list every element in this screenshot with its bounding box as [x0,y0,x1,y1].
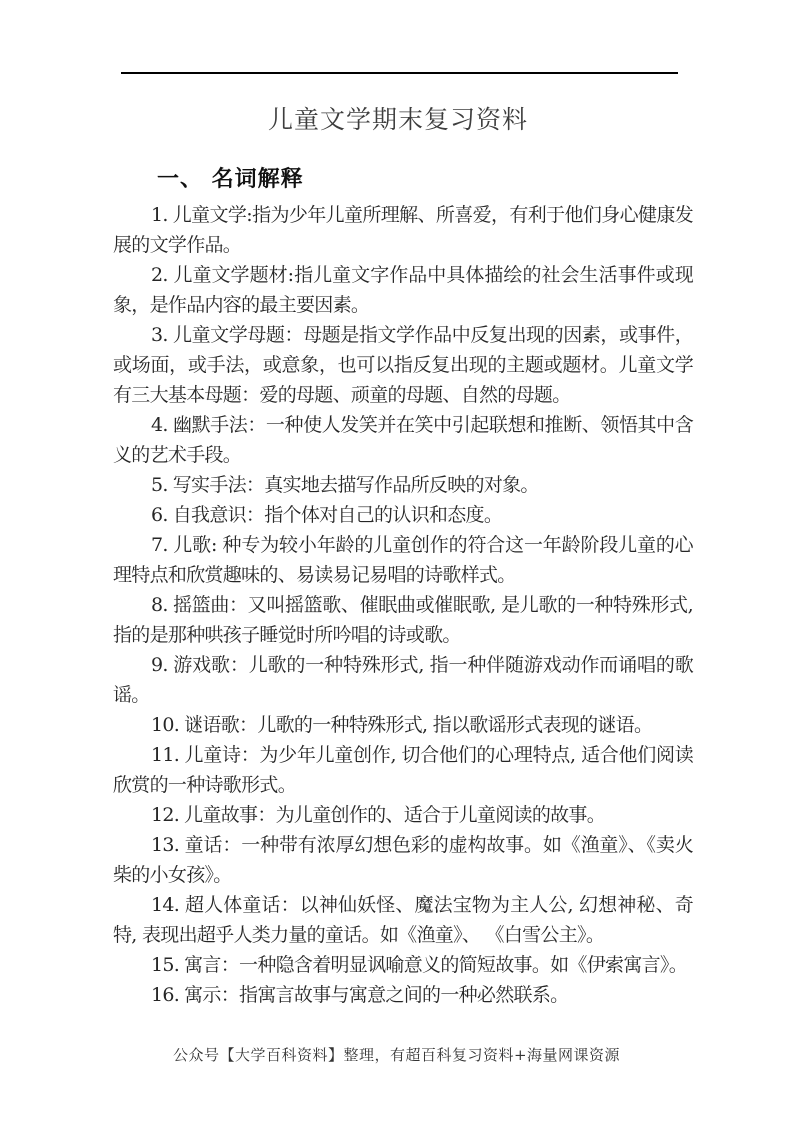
item-number: 8. [151,594,168,616]
item-number: 6. [151,504,168,526]
item-number: 13. [151,834,180,856]
item-text: 儿童文学:指为少年儿童所理解、所喜爱，有利于他们身心健康发展的文学作品。 [113,204,693,256]
item-text: 儿童诗：为少年儿童创作, 切合他们的心理特点, 适合他们阅读欣赏的一种诗歌形式。 [113,744,693,796]
item-number: 14. [151,894,180,916]
item-number: 7. [151,534,168,556]
definition-item [113,710,693,740]
item-number: 4. [151,414,168,436]
definition-item [113,470,693,500]
definition-item [113,500,693,530]
item-number: 15. [151,954,180,976]
item-text: 儿童故事：为儿童创作的、适合于儿童阅读的故事。 [184,804,606,826]
item-text: 谜语歌：儿歌的一种特殊形式, 指以歌谣形式表现的谜语。 [184,714,653,736]
item-number: 5. [151,474,168,496]
item-text: 儿歌: 种专为较小年龄的儿童创作的符合这一年龄阶段儿童的心理特点和欣赏趣味的、易读易记易唱的诗歌样式。 [113,534,693,586]
item-text: 幽默手法：一种使人发笑并在笑中引起联想和推断、领悟其中含义的艺术手段。 [113,414,693,466]
item-number: 3. [151,324,168,346]
item-text: 游戏歌：儿歌的一种特殊形式, 指一种伴随游戏动作而诵唱的歌谣。 [113,654,693,706]
definition-item [113,980,693,1010]
item-number: 16. [151,984,180,1006]
header-rule [121,72,678,74]
item-text: 摇篮曲：又叫摇篮歌、催眠曲或催眠歌, 是儿歌的一种特殊形式, 指的是那种哄孩子睡觉时所吟唱的诗或歌。 [113,594,693,646]
definition-item [113,410,693,470]
page-title: 儿童文学期末复习资料 [267,105,528,134]
definition-item [113,590,693,650]
definition-item [113,740,693,800]
footer-note: 公众号【大学百科资料】整理，有超百科复习资料+海量网课资源 [172,1046,621,1064]
item-number: 11. [151,744,180,766]
item-number: 1. [151,204,168,226]
item-text: 寓示：指寓言故事与寓意之间的一种必然联系。 [184,984,569,1006]
item-number: 12. [151,804,180,826]
item-number: 9. [151,654,168,676]
definition-item [113,890,693,950]
definition-item [113,200,693,260]
item-text: 自我意识：指个体对自己的认识和态度。 [172,504,503,526]
definition-item [113,950,693,980]
section-heading: 一、 名词解释 [157,166,304,192]
definition-item [113,800,693,830]
item-text: 儿童文学母题：母题是指文学作品中反复出现的因素，或事件，或场面，或手法，或意象，也可以指反复出现的主题或题材。儿童文学有三大基本母题：爱的母题、顽童的母题、自然的母题。 [113,324,693,406]
item-text: 写实手法：真实地去描写作品所反映的对象。 [172,474,539,496]
item-text: 超人体童话：以神仙妖怪、魔法宝物为主人公, 幻想神秘、奇特, 表现出超乎人类力量的童话。如《渔童》、 《白雪公主》。 [113,894,693,946]
definition-item [113,320,693,410]
item-number: 10. [151,714,180,736]
item-text: 童话：一种带有浓厚幻想色彩的虚构故事。如《渔童》、《卖火柴的小女孩》。 [113,834,693,886]
definition-item [113,530,693,590]
item-number: 2. [151,264,168,286]
definition-item [113,650,693,710]
item-text: 儿童文学题材:指儿童文字作品中具体描绘的社会生活事件或现象，是作品内容的最主要因素。 [113,264,693,316]
item-text: 寓言：一种隐含着明显讽喻意义的简短故事。如《伊索寓言》。 [184,954,688,976]
definition-item [113,260,693,320]
definition-item [113,830,693,890]
definition-list [113,200,693,1010]
